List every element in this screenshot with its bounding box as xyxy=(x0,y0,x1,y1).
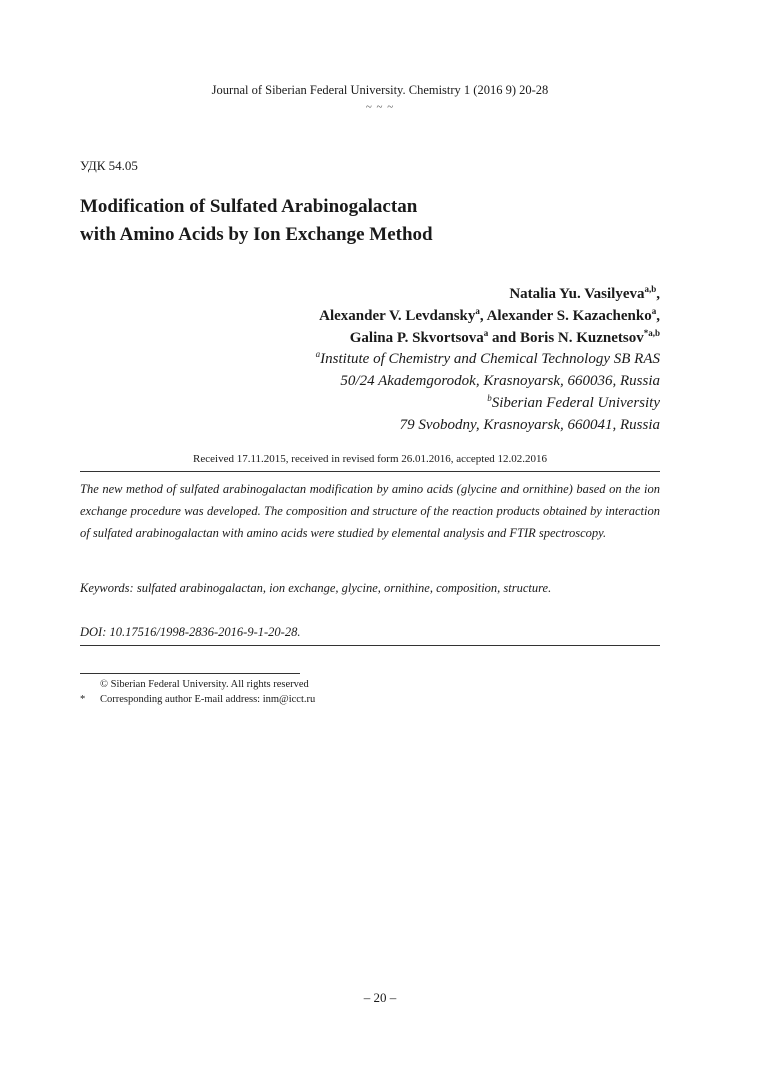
article-title xyxy=(80,193,640,249)
footnote-copyright xyxy=(80,677,309,692)
keywords: Keywords: sulfated arabinogalactan, ion exchange, glycine, ornithine, composition, structure. xyxy=(80,581,552,595)
affiliations xyxy=(60,348,660,436)
affiliation-text: Siberian Federal University xyxy=(491,395,660,411)
affiliation-b-line-1 xyxy=(60,392,660,414)
author-list xyxy=(60,283,660,349)
udk-code: УДК 54.05 xyxy=(80,158,138,173)
author-name: Alexander V. Levdansky xyxy=(319,308,476,324)
page-number: – 20 – xyxy=(363,990,397,1005)
author-conjunction: and xyxy=(488,330,520,346)
abstract-top-rule xyxy=(80,471,660,472)
author-sup: *a,b xyxy=(643,328,660,338)
header-ornament: ~ ~ ~ xyxy=(365,101,395,113)
received-dates: Received 17.11.2015, received in revised form 26.01.2016, accepted 12.02.2016 xyxy=(193,453,547,465)
affiliation-b-line-2: 79 Svobodny, Krasnoyarsk, 660041, Russia xyxy=(399,417,660,433)
affiliation-text: Institute of Chemistry and Chemical Technology SB RAS xyxy=(320,351,660,367)
title-line-1: Modification of Sulfated Arabinogalactan xyxy=(80,196,418,217)
author-line-1: Natalia Yu. Vasilyeva$^{a,b}$, xyxy=(509,284,660,302)
footnote-text: © Siberian Federal University. All rights reserved xyxy=(100,679,309,690)
footnote-text: Corresponding author E-mail address: inm@icct.ru xyxy=(100,694,316,705)
author-sup: a xyxy=(475,306,480,316)
affiliation-a-line-1 xyxy=(60,348,660,370)
author-sup: a,b xyxy=(644,284,657,294)
author-name: Alexander S. Kazachenko xyxy=(486,308,652,324)
abstract-text: The new method of sulfated arabinogalactan modification by amino acids (glycine and ornithine) based on the ion exchange procedure was developed. The composition and structure of the reaction products obtained by interaction of sulfated arabinogalactan with amino acids were studied by elemental analysis and FTIR spectroscopy. xyxy=(80,482,660,540)
author-line-2: Alexander V. Levdansky$^a$, Alexander S. Kazachenko$^a$, xyxy=(319,306,660,324)
journal-header: Journal of Siberian Federal University. Chemistry 1 (2016 9) 20-28 xyxy=(211,83,549,97)
author-name: Galina P. Skvortsova xyxy=(349,330,484,346)
footnote-mark: * xyxy=(80,694,86,705)
doi: DOI: 10.17516/1998-2836-2016-9-1-20-28. xyxy=(80,625,301,639)
author-sup: a xyxy=(651,306,657,316)
affiliation-sup: a xyxy=(315,349,321,359)
footnote-rule xyxy=(80,673,300,674)
author-name: Boris N. Kuznetsov xyxy=(519,330,644,346)
affiliation-a-line-2: 50/24 Akademgorodok, Krasnoyarsk, 660036, Russia xyxy=(340,373,660,389)
footnote-corresponding xyxy=(80,692,315,707)
title-line-2: with Amino Acids by Ion Exchange Method xyxy=(80,224,433,245)
author-line-3 xyxy=(60,327,660,349)
author-name: Natalia Yu. Vasilyeva xyxy=(509,286,645,302)
abstract-bottom-rule xyxy=(80,645,660,646)
affiliation-sup: b xyxy=(487,393,492,403)
author-sup: a xyxy=(483,328,489,338)
